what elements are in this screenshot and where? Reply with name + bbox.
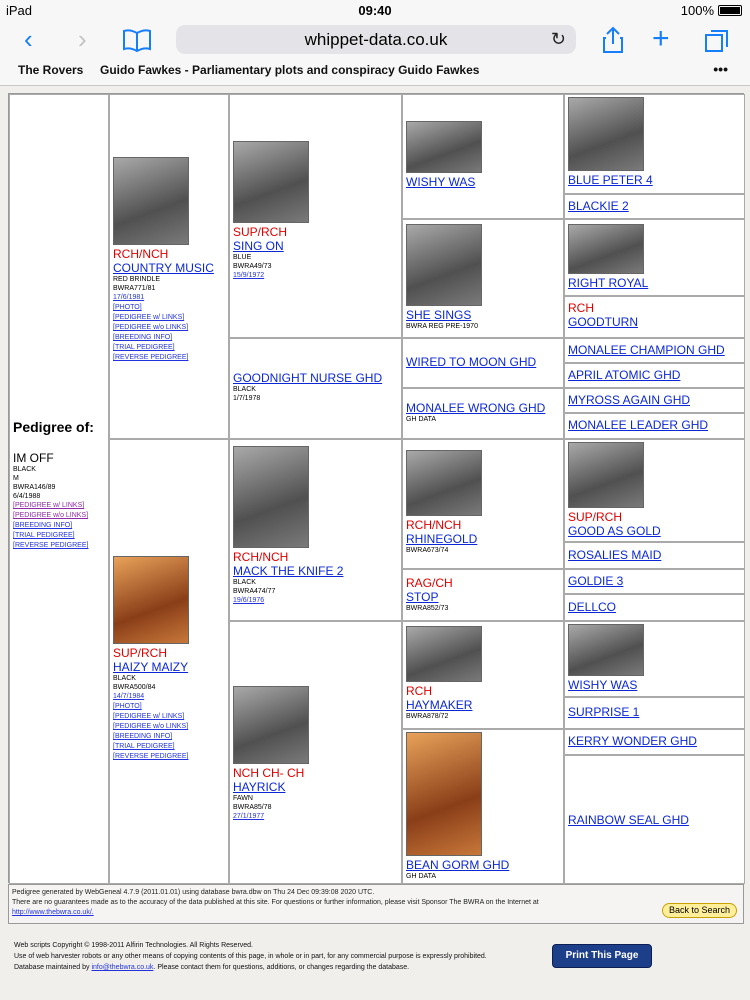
tabs-icon[interactable] [704,28,730,54]
gen4-16-name-link[interactable]: RAINBOW SEAL GHD [568,813,689,827]
subject-cell [9,94,109,884]
gen2-cell-4 [229,621,402,884]
page-content [0,86,750,1000]
copyright-footer [14,940,534,973]
gen4-12-name-link[interactable]: DELLCO [568,600,617,614]
more-icon[interactable]: ••• [713,61,728,77]
chevron-left-icon[interactable]: ‹ [24,24,33,54]
gen4-1-name-link[interactable]: BLUE PETER 4 [568,173,653,187]
sire-color: RED BRINDLE [113,276,161,283]
gen3-3-name-link[interactable]: WIRED TO MOON GHD [406,355,537,369]
pedigree-table [8,93,744,883]
dam-reverse-pedigree[interactable]: [REVERSE PEDIGREE] [113,753,189,760]
gen4-7-name-link[interactable]: MYROSS AGAIN GHD [568,393,691,407]
dam-date-link[interactable]: 14/7/1984 [113,693,145,700]
dam-reg: BWRA500/84 [113,684,156,691]
harvest-notice: Use of web harvester robots or any other means of copying contents of this page, in whole or in part, for any commercial purpose is expressly prohibited. [14,953,487,960]
print-page-button[interactable]: Print This Page [552,944,652,968]
sire-trial-pedigree[interactable]: [TRIAL PEDIGREE] [113,344,175,351]
sire-pedigree-nolinks[interactable]: [PEDIGREE w/o LINKS] [113,324,189,331]
sire-pedigree-links[interactable]: [PEDIGREE w/ LINKS] [113,314,185,321]
gen4-3-name-link[interactable]: RIGHT ROYAL [568,276,649,290]
gen2-4-photo [233,686,309,764]
gen3-cell-2 [402,219,564,338]
maintainer-email-link[interactable]: info@thebwra.co.uk [91,964,154,971]
gen3-cell-8 [402,729,564,884]
gen4-cell-9 [564,439,745,542]
gen3-cell-4 [402,388,564,439]
disclaimer-text: There are no guarantees made as to the accuracy of the data published at this site. For questions or further information, please visit Sponsor The BWRA on the Internet at [12,899,539,906]
back-to-search-button[interactable]: Back to Search [662,903,737,918]
link-pedigree-with-links[interactable]: [PEDIGREE w/ LINKS] [13,502,85,509]
gen3-2-photo [406,224,482,306]
sire-date-link[interactable]: 17/6/1981 [113,294,145,301]
gen4-5-name-link[interactable]: MONALEE CHAMPION GHD [568,343,725,357]
dam-photo [113,556,189,644]
gen2-1-color: BLUE [233,254,252,261]
gen2-1-date-link[interactable]: 15/9/1972 [233,272,265,279]
gen2-1-title: SUP/RCH [233,225,288,239]
gen3-5-reg: BWRA673/74 [406,547,449,554]
gen4-6-name-link[interactable]: APRIL ATOMIC GHD [568,368,681,382]
gen4-cell-16 [564,755,745,884]
share-icon[interactable] [602,26,624,54]
dam-pedigree-links[interactable]: [PEDIGREE w/ LINKS] [113,713,185,720]
gen4-cell-6 [564,363,745,388]
gen4-1-photo [568,97,644,171]
gen2-1-name-link[interactable]: SING ON [233,239,284,253]
dam-pedigree-nolinks[interactable]: [PEDIGREE w/o LINKS] [113,723,189,730]
gen3-6-title: RAG/CH [406,576,453,590]
gen4-cell-7 [564,388,745,413]
gen2-1-reg: BWRA49/73 [233,263,272,270]
clock: 09:40 [358,3,392,18]
maintainer-note: . Please contact them for questions, additions, or changes regarding the database. [153,964,410,971]
gen4-cell-14 [564,697,745,729]
dam-breeding-info[interactable]: [BREEDING INFO] [113,733,173,740]
gen4-cell-8 [564,413,745,439]
gen3-1-name-link[interactable]: WISHY WAS [406,175,476,189]
gen3-8-name-link[interactable]: BEAN GORM GHD [406,858,510,872]
gen2-cell-3 [229,439,402,621]
sire-photo [113,157,189,245]
gen2-2-date: 1/7/1978 [233,395,261,402]
maintainer-label: Database maintained by [14,964,90,971]
tab-bar [0,58,750,86]
gen3-6-reg: BWRA852/73 [406,605,449,612]
gen3-7-name-link[interactable]: HAYMAKER [406,698,473,712]
reload-icon[interactable]: ↻ [550,29,566,49]
gen4-11-name-link[interactable]: GOLDIE 3 [568,574,624,588]
gen4-15-name-link[interactable]: KERRY WONDER GHD [568,734,697,748]
gen3-5-title: RCH/NCH [406,518,462,532]
gen2-4-reg: BWRA85/78 [233,804,272,811]
gen3-7-reg: BWRA878/72 [406,713,449,720]
gen4-cell-10 [564,542,745,569]
gen2-4-title: NCH CH- CH [233,766,305,780]
gen3-5-photo [406,450,482,516]
subject-sex: M [13,475,19,482]
gen4-9-title: SUP/RCH [568,510,623,524]
gen2-1-photo [233,141,309,223]
subject-name: IM OFF [13,451,54,465]
subject-reg: BWRA146/89 [13,484,56,491]
gen2-4-name-link[interactable]: HAYRICK [233,780,286,794]
gen4-4-name-link[interactable]: GOODTURN [568,315,638,329]
browser-toolbar [0,22,750,58]
link-reverse-pedigree[interactable]: [REVERSE PEDIGREE] [13,542,89,549]
gen4-cell-15 [564,729,745,755]
chevron-right-icon[interactable]: › [78,24,87,54]
gen2-2-color: BLACK [233,386,256,393]
gen4-cell-4 [564,296,745,338]
sire-title: RCH/NCH [113,247,169,261]
sire-photo-link[interactable]: [PHOTO] [113,304,142,311]
gen4-9-name-link[interactable]: GOOD AS GOLD [568,524,661,538]
gen2-3-date-link[interactable]: 19/6/1976 [233,597,265,604]
gen4-9-photo [568,442,644,508]
sire-reg: BWRA771/81 [113,285,156,292]
gen3-6-name-link[interactable]: STOP [406,590,439,604]
gen3-7-photo [406,626,482,682]
generated-note: Pedigree generated by WebGeneal 4.7.9 (2011.01.01) using database bwra.dbw on Thu 24 Dec 09:39:08 2020 UTC. [12,889,375,896]
gen4-10-name-link[interactable]: ROSALIES MAID [568,548,662,562]
dam-color: BLACK [113,675,136,682]
gen4-3-photo [568,224,644,274]
gen4-13-photo [568,624,644,676]
sire-cell [109,94,229,439]
device-label: iPad [6,3,33,18]
gen3-cell-5 [402,439,564,569]
subject-dob: 6/4/1988 [13,493,41,500]
gen3-4-note: GH DATA [406,416,437,423]
gen3-8-note: GH DATA [406,873,437,880]
gen2-4-date-link[interactable]: 27/1/1977 [233,813,265,820]
gen3-8-photo [406,732,482,856]
gen4-cell-2 [564,194,745,219]
gen4-cell-3 [564,219,745,296]
gen3-2-name-link[interactable]: SHE SINGS [406,308,472,322]
gen4-2-name-link[interactable]: BLACKIE 2 [568,199,629,213]
link-trial-pedigree[interactable]: [TRIAL PEDIGREE] [13,532,75,539]
sire-breeding-info[interactable]: [BREEDING INFO] [113,334,173,341]
gen2-3-photo [233,446,309,548]
gen2-3-color: BLACK [233,579,256,586]
subject-color: BLACK [13,466,36,473]
dam-cell [109,439,229,884]
gen4-4-title: RCH [568,301,594,315]
gen3-5-name-link[interactable]: RHINEGOLD [406,532,478,546]
gen4-cell-5 [564,338,745,363]
address-bar[interactable] [176,25,576,54]
gen2-cell-2 [229,338,402,439]
gen3-4-name-link[interactable]: MONALEE WRONG GHD [406,401,546,415]
gen2-2-name-link[interactable]: GOODNIGHT NURSE GHD [233,371,383,385]
dam-title: SUP/RCH [113,646,168,660]
gen3-cell-3 [402,338,564,388]
url-text: whippet-data.co.uk [304,30,448,49]
gen4-13-name-link[interactable]: WISHY WAS [568,678,638,692]
link-pedigree-without-links[interactable]: [PEDIGREE w/o LINKS] [13,512,89,519]
plus-icon[interactable]: + [652,22,670,55]
link-breeding-info[interactable]: [BREEDING INFO] [13,522,73,529]
gen4-14-name-link[interactable]: SURPRISE 1 [568,705,640,719]
tab-the-rovers[interactable]: The Rovers [18,63,84,77]
dam-name-link[interactable]: HAIZY MAIZY [113,660,189,674]
battery-indicator: 100% [681,3,742,18]
battery-icon [718,5,742,16]
gen2-3-name-link[interactable]: MACK THE KNIFE 2 [233,564,344,578]
gen2-3-title: RCH/NCH [233,550,289,564]
gen3-cell-6 [402,569,564,621]
pedigree-heading: Pedigree of: [13,419,94,435]
sire-name-link[interactable]: COUNTRY MUSIC [113,261,214,275]
dam-trial-pedigree[interactable]: [TRIAL PEDIGREE] [113,743,175,750]
generation-footer [8,884,744,924]
gen4-cell-11 [564,569,745,594]
gen4-cell-12 [564,594,745,621]
gen4-cell-13 [564,621,745,697]
gen3-7-title: RCH [406,684,432,698]
dam-photo-link[interactable]: [PHOTO] [113,703,142,710]
sponsor-link[interactable]: http://www.thebwra.co.uk/. [12,909,94,916]
gen3-2-reg: BWRA REG PRE-1970 [406,323,478,330]
gen4-cell-1 [564,94,745,194]
copyright-text: Web scripts Copyright © 1998-2011 Alfirin Technologies. All Rights Reserved. [14,942,254,949]
gen3-1-photo [406,121,482,173]
gen3-cell-1 [402,94,564,219]
gen2-3-reg: BWRA474/77 [233,588,276,595]
gen3-cell-7 [402,621,564,729]
tab-guido-fawkes[interactable]: Guido Fawkes - Parliamentary plots and conspiracy Guido Fawkes [100,63,480,77]
status-bar [0,0,750,22]
gen4-8-name-link[interactable]: MONALEE LEADER GHD [568,418,709,432]
gen2-cell-1 [229,94,402,338]
book-icon[interactable] [122,28,152,52]
sire-reverse-pedigree[interactable]: [REVERSE PEDIGREE] [113,354,189,361]
gen2-4-color: FAWN [233,795,253,802]
